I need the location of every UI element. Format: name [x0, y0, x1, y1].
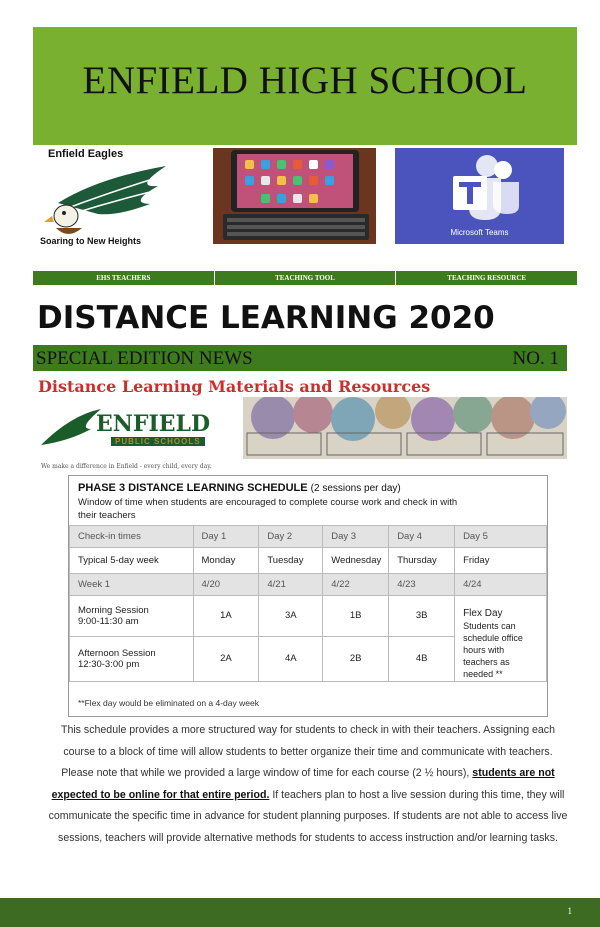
afternoon-session-cell [70, 636, 194, 681]
table-cell: 4/23 [389, 574, 455, 596]
afternoon-label: Afternoon Session [78, 647, 156, 659]
schedule-subtitle: Window of time when students are encouraged to complete course work and check in with their teachers [78, 497, 458, 521]
edition-label: SPECIAL EDITION NEWS [36, 348, 253, 369]
headline: DISTANCE LEARNING 2020 [37, 300, 495, 336]
flex-day-note: Students can schedule office hours with teachers as needed ** [463, 621, 523, 679]
afternoon-time: 12:30-3:00 pm [78, 658, 140, 670]
table-cell: Day 2 [259, 526, 323, 548]
morning-time: 9:00-11:30 am [78, 615, 139, 627]
section-tab-bar [33, 271, 577, 285]
morning-label: Morning Session [78, 604, 149, 616]
table-cell: Day 5 [455, 526, 547, 548]
table-cell: 3B [389, 596, 455, 637]
paragraph-part-2: If teachers plan to host a live session during this time, they will communicate the specific time in advance for student planning purposes. If students are not able to access live sessions, teachers will provide alternative methods for students to access instruction and/or learning tasks. [48, 788, 568, 844]
table-cell: 1A [193, 596, 259, 637]
table-cell: 4B [389, 636, 455, 681]
ipad-photo [213, 148, 376, 244]
tab-teaching-tool[interactable]: TEACHING TOOL [215, 271, 397, 285]
table-cell: 2A [193, 636, 259, 681]
schedule-title-note: (2 sessions per day) [310, 483, 401, 494]
table-cell: Check-in times [70, 526, 194, 548]
table-cell: Day 3 [323, 526, 389, 548]
logo-line-2: Soaring to New Heights [40, 236, 142, 246]
table-cell: 4A [259, 636, 323, 681]
microsoft-teams-logo [395, 148, 564, 244]
table-cell: Thursday [389, 548, 455, 574]
body-paragraph [48, 720, 568, 849]
enfield-public-schools-logo [41, 397, 221, 470]
table-cell: 4/21 [259, 574, 323, 596]
table-cell: 4/20 [193, 574, 259, 596]
enfield-eagles-logo [38, 148, 178, 246]
table-cell: Tuesday [259, 548, 323, 574]
tab-ehs-teachers[interactable]: EHS TEACHERS [33, 271, 215, 285]
edition-bar [33, 345, 567, 371]
table-cell: Day 4 [389, 526, 455, 548]
student-mural-image [243, 397, 567, 459]
eps-tagline: We make a difference in Enfield - every child, every day. [41, 463, 212, 470]
paragraph-part-1: This schedule provides a more structured way for students to check in with their teachers. Assigning each course to a block of time will allow students to better organize their time and communicate with teachers. Please note that while we provided a large window of time for each course (2 ½ hours), [60, 724, 556, 779]
page-footer [0, 898, 600, 927]
masthead-title: ENFIELD HIGH SCHOOL [82, 59, 528, 102]
table-cell: 4/22 [323, 574, 389, 596]
table-cell: 3A [259, 596, 323, 637]
eps-name: ENFIELD [96, 411, 211, 437]
table-cell: Monday [193, 548, 259, 574]
banner-title: Distance Learning Materials and Resources [38, 377, 431, 396]
table-cell: Week 1 [70, 574, 194, 596]
table-cell: Typical 5-day week [70, 548, 194, 574]
flex-day-cell [455, 596, 547, 682]
teams-caption: Microsoft Teams [450, 228, 509, 237]
edition-number: NO. 1 [512, 348, 559, 369]
table-cell: 4/24 [455, 574, 547, 596]
schedule-title: PHASE 3 DISTANCE LEARNING SCHEDULE (2 sessions per day) [78, 482, 401, 494]
tab-teaching-resource[interactable]: TEACHING RESOURCE [447, 274, 527, 282]
morning-session-cell [70, 596, 194, 637]
table-cell: Friday [455, 548, 547, 574]
flex-day-title: Flex Day [463, 608, 503, 619]
table-cell: Day 1 [193, 526, 259, 548]
table-cell: 2B [323, 636, 389, 681]
page-number: 1 [567, 906, 572, 916]
table-cell: 1B [323, 596, 389, 637]
logo-line-1: Enfield Eagles [48, 148, 124, 160]
schedule-footnote: **Flex day would be eliminated on a 4-day week [78, 698, 259, 708]
tablet-icon [213, 148, 376, 244]
schedule-grid [69, 525, 547, 682]
eps-subtitle: PUBLIC SCHOOLS [111, 437, 205, 446]
eagle-icon [38, 148, 178, 246]
paragraph-emphasis: students are not expected to be online for that entire period. [51, 767, 555, 801]
table-row [70, 526, 547, 548]
schedule-table-card [68, 475, 548, 717]
swoosh-icon [41, 405, 101, 455]
table-row [70, 596, 547, 637]
table-row [70, 548, 547, 574]
resources-banner [33, 375, 567, 470]
table-row [70, 574, 547, 596]
table-cell: Wednesday [323, 548, 389, 574]
